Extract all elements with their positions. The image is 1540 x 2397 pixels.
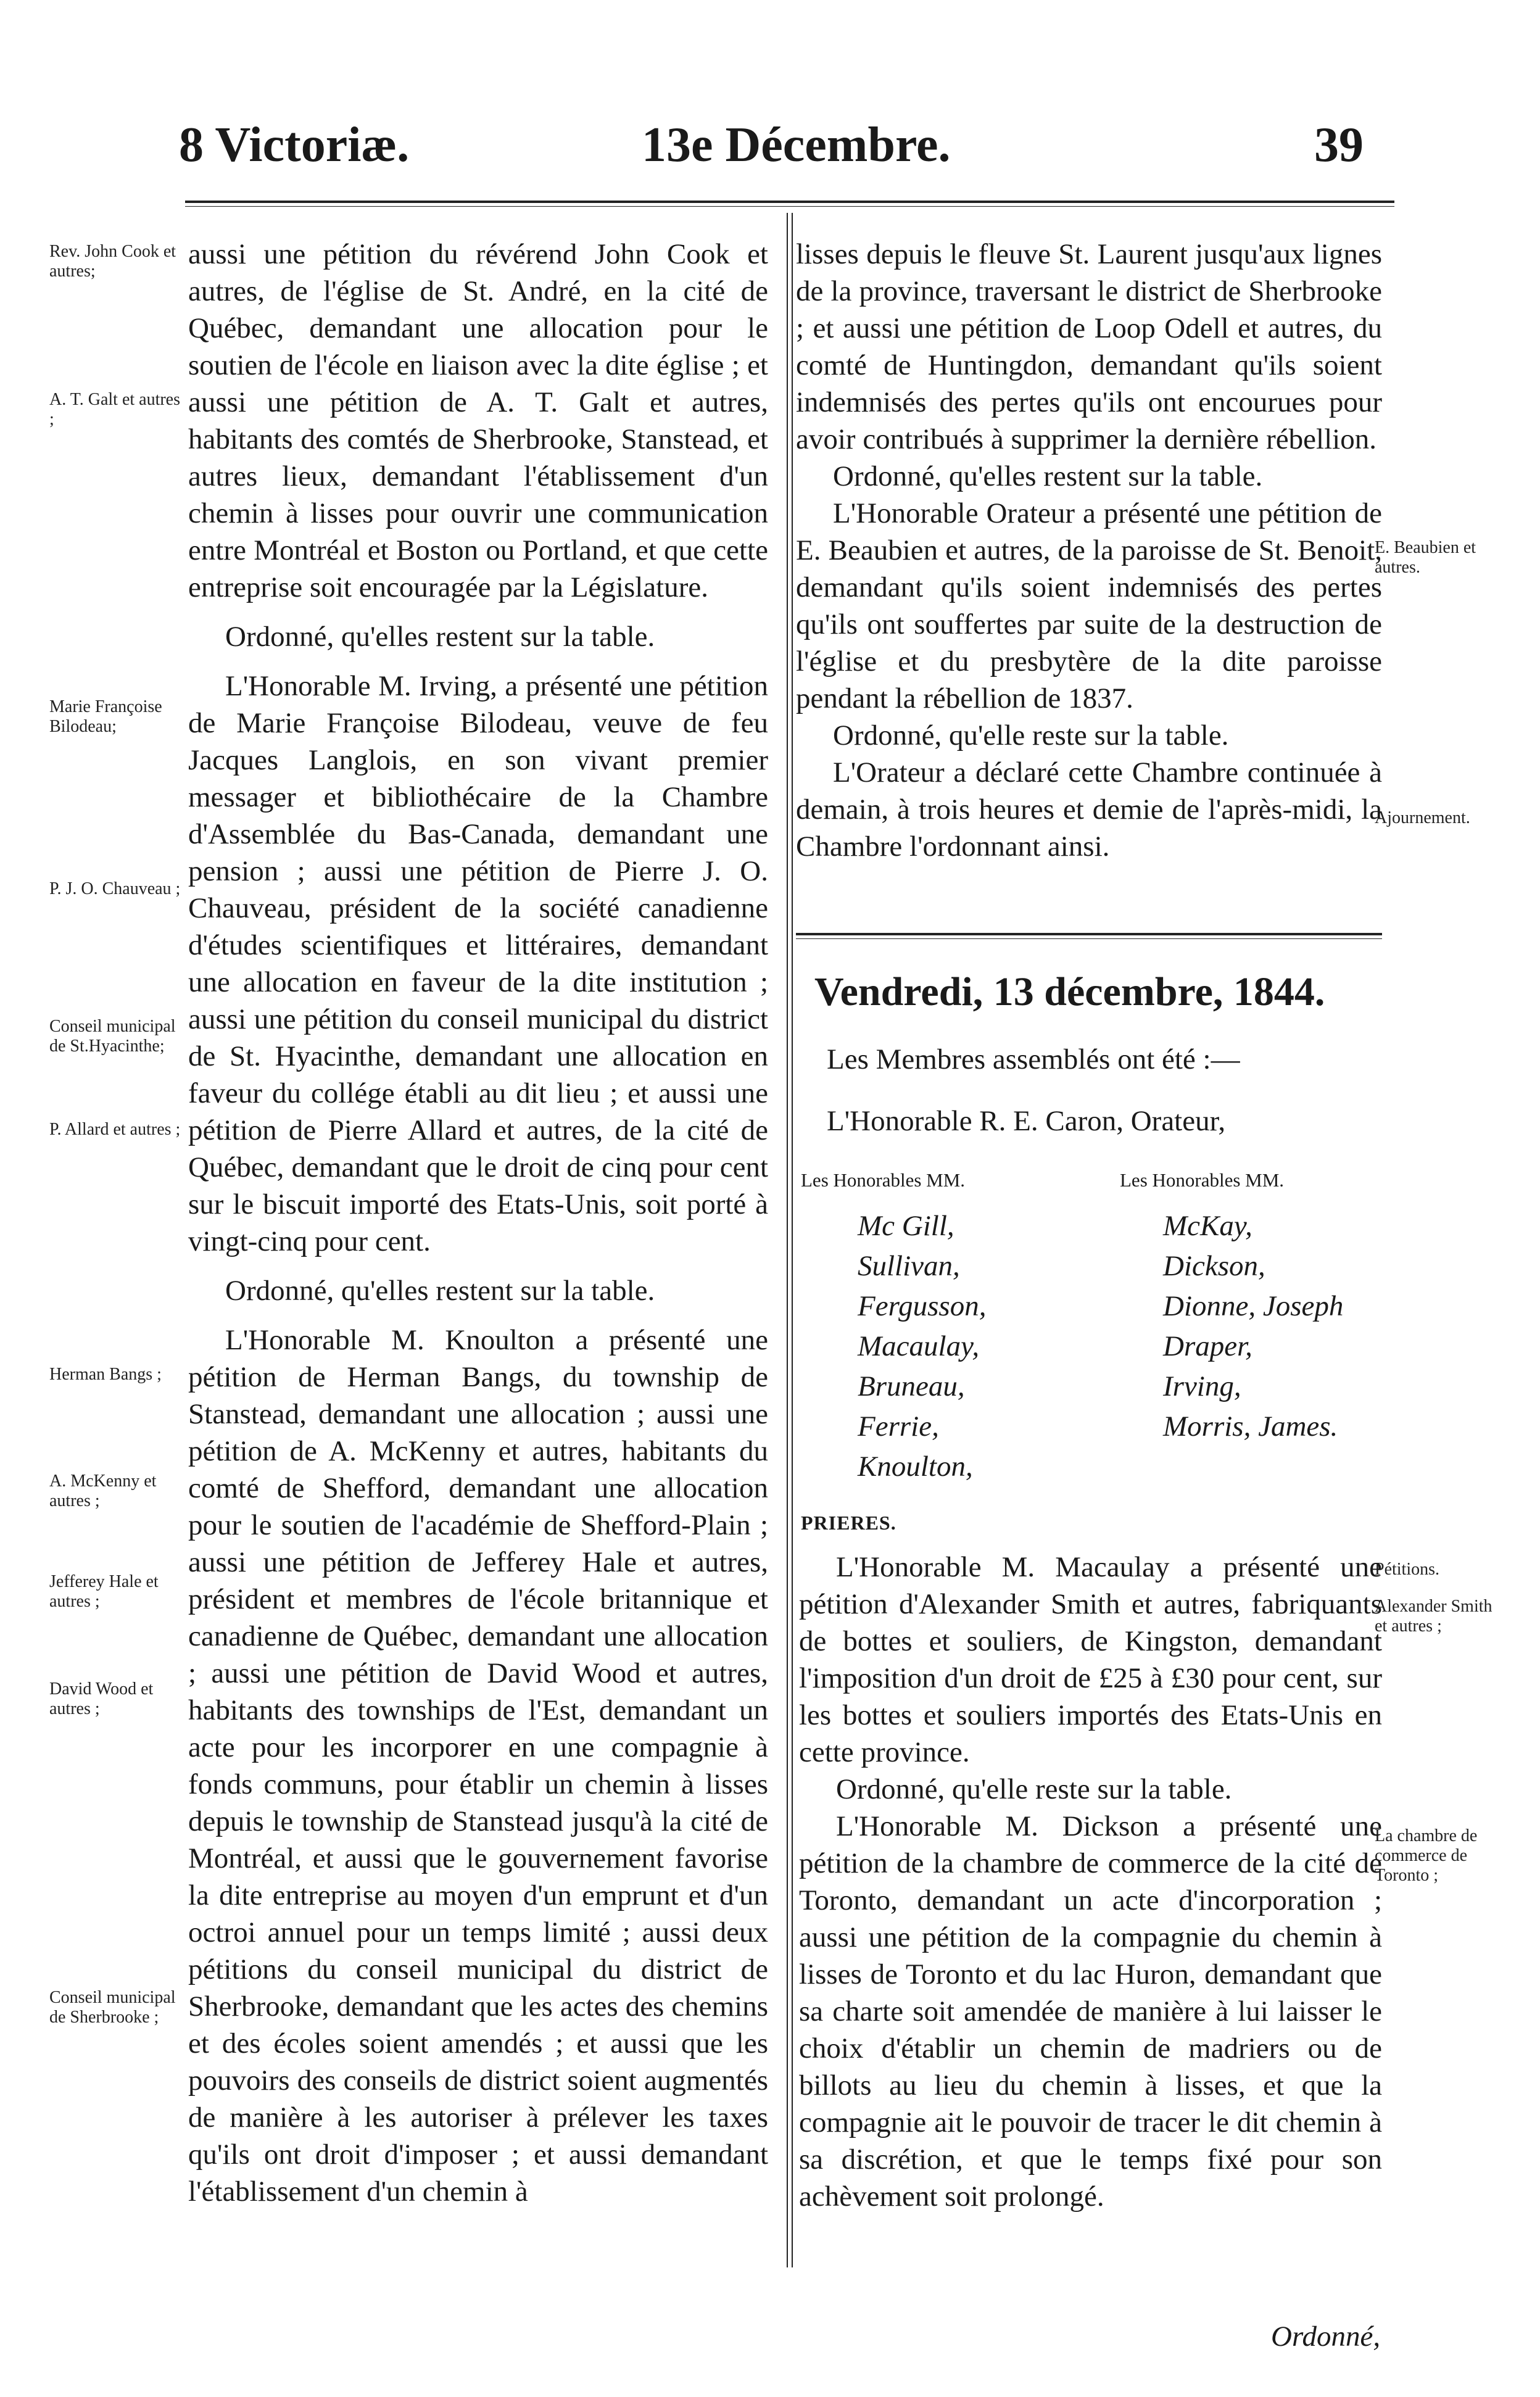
member-name: Bruneau,	[858, 1370, 965, 1402]
left-column	[188, 236, 768, 2210]
session-heading: Vendredi, 13 décembre, 1844.	[814, 969, 1325, 1014]
column-separator	[787, 213, 793, 2267]
member-name: Sullivan,	[858, 1250, 960, 1282]
paragraph: L'Honorable M. Knoulton a présenté une pétition de Herman Bangs, du township de Stanstead, demandant une allocation ; aussi une pétition de A. McKenny et autres, habitants du comté de Shefford, demandant une allocation pour le soutien de l'académie de Shefford-Plain ; aussi une pétition de Jefferey Hale et autres, président et membres de l'école britannique et canadienne de Québec, demandant une allocation ; aussi une pétition de David Wood et autres, habitants des townships de l'Est, demandant un acte pour les incorporer en une compagnie à fonds communs, pour établir un chemin à lisses depuis le township de Stanstead jusqu'à la cité de Montréal, et aussi que le gouvernement favorise la dite entreprise au moyen d'un emprunt et d'un octroi annuel pour un temps limité ; aussi deux pétitions du conseil municipal du district de Sherbrooke, demandant que les actes des chemins et des écoles soient amendés ; et aussi que les pouvoirs des conseils de district soient augmentés de manière à les autoriser à prélever les taxes qu'ils ont droit d'imposer ; et aussi demandant l'établissement d'un chemin à	[188, 1324, 768, 2208]
ordonne-line: Ordonné, qu'elles restent sur la table.	[225, 1275, 655, 1307]
members-intro: Les Membres assemblés ont été :—	[827, 1043, 1240, 1075]
header-rule-thin	[185, 206, 1394, 207]
member-name: Ferrie,	[858, 1410, 939, 1443]
paragraph: L'Honorable M. Macaulay a présenté une pétition d'Alexander Smith et autres, fabriquants de bottes et souliers, de Kingston, demandant l'imposition d'un droit de £25 à £30 pour cent, sur les bottes et souliers importés des Etats-Unis en cette province.	[799, 1551, 1382, 1768]
right-column	[796, 236, 1382, 865]
member-name: Morris, James.	[1163, 1410, 1338, 1443]
margin-note: Rev. John Cook et autres;	[49, 242, 176, 281]
speaker-line: L'Honorable R. E. Caron, Orateur,	[827, 1105, 1226, 1137]
section-rule-thin	[796, 938, 1382, 939]
member-name: Dionne, Joseph	[1163, 1290, 1344, 1322]
margin-note: Ajournement.	[1375, 808, 1470, 827]
members-column-heading: Les Honorables MM.	[1120, 1169, 1285, 1191]
margin-note: Conseil municipal de St.Hyacinthe;	[49, 1017, 176, 1056]
margin-note: Jefferey Hale et autres ;	[49, 1572, 159, 1611]
margin-note: Conseil municipal de Sherbrooke ;	[49, 1988, 176, 2027]
member-name: Fergusson,	[858, 1290, 987, 1322]
margin-note: Herman Bangs ;	[49, 1365, 162, 1384]
catchword: Ordonné,	[1271, 2320, 1381, 2353]
ordonne-line: Ordonné, qu'elle reste sur la table.	[836, 1773, 1232, 1805]
margin-note: Alexander Smith et autres ;	[1375, 1597, 1492, 1636]
paragraph: L'Honorable M. Dickson a présenté une pétition de la chambre de commerce de la cité de Toronto, demandant un acte d'incorporation ; aussi une pétition de la compagnie du chemin à lisses de Toronto et du lac Huron, demandant que sa charte soit amendée de manière à lui laisser le choix d'établir un chemin de madriers ou de billots au lieu du chemin à lisses, et que la compagnie ait le pouvoir de tracer le dit chemin à sa discrétion, et que le temps fixé pour son achèvement soit prolongé.	[799, 1810, 1382, 2213]
paragraph: L'Honorable M. Irving, a présenté une pétition de Marie Françoise Bilodeau, veuve de feu Jacques Langlois, en son vivant premier messager et bibliothécaire de la Chambre d'Assemblée du Bas-Canada, demandant une pension ; aussi une pétition de Pierre J. O. Chauveau, président de la société canadienne d'études scientifiques et littéraires, demandant une allocation en faveur de la dite institution ; aussi une pétition du conseil municipal du district de St. Hyacinthe, demandant une allocation en faveur du collége établi au dit lieu ; et aussi une pétition de Pierre Allard et autres, de la cité de Québec, demandant que le droit de cinq pour cent sur le biscuit importé des Etats-Unis, soit porté à vingt-cinq pour cent.	[188, 670, 768, 1257]
margin-note: David Wood et autres ;	[49, 1679, 154, 1718]
right-column-lower	[799, 1549, 1382, 2215]
members-column-heading: Les Honorables MM.	[801, 1169, 966, 1191]
header-date: 13e Décembre.	[642, 118, 951, 172]
page-number: 39	[1314, 118, 1364, 172]
page-header	[0, 111, 1540, 185]
margin-note: P. Allard et autres ;	[49, 1120, 181, 1139]
member-name: Draper,	[1163, 1330, 1252, 1362]
members-list-1	[858, 1206, 986, 1487]
paragraph: lisses depuis le fleuve St. Laurent jusqu'aux lignes de la province, traversant le district de Sherbrooke ; et aussi une pétition de Loop Odell et autres, du comté de Huntingdon, demandant qu'ils soient indemnisés des pertes qu'ils ont encourues pour avoir contribués à supprimer la dernière rébellion.	[796, 238, 1382, 455]
margin-note: Pétitions.	[1375, 1560, 1440, 1579]
prayers-heading: PRIERES.	[801, 1512, 896, 1534]
members-list-2	[1163, 1206, 1343, 1447]
member-name: Mc Gill,	[858, 1210, 954, 1242]
member-name: Dickson,	[1163, 1250, 1265, 1282]
ordonne-line: Ordonné, qu'elle reste sur la table.	[833, 719, 1229, 751]
paragraph: L'Honorable Orateur a présenté une pétition de E. Beaubien et autres, de la paroisse de St. Benoit, demandant qu'ils soient indemnisés des pertes qu'ils ont souffertes par suite de la destruction de l'église et du presbytère de la dite paroisse pendant la rébellion de 1837.	[796, 497, 1382, 714]
member-name: Macaulay,	[858, 1330, 980, 1362]
section-rule	[796, 933, 1382, 935]
ordonne-line: Ordonné, qu'elles restent sur la table.	[833, 460, 1263, 492]
paragraph: L'Orateur a déclaré cette Chambre continuée à demain, à trois heures et demie de l'après-midi, la Chambre l'ordonnant ainsi.	[796, 756, 1382, 863]
margin-note: A. McKenny et autres ;	[49, 1472, 157, 1510]
member-name: Irving,	[1163, 1370, 1241, 1402]
margin-note: Marie Françoise Bilodeau;	[49, 697, 162, 736]
ordonne-line: Ordonné, qu'elles restent sur la table.	[225, 621, 655, 653]
margin-note: E. Beaubien et autres.	[1375, 538, 1476, 577]
margin-note: La chambre de commerce de Toronto ;	[1375, 1826, 1478, 1885]
margin-note: A. T. Galt et autres ;	[49, 390, 181, 429]
header-rule	[185, 201, 1394, 203]
margin-note: P. J. O. Chauveau ;	[49, 879, 181, 898]
paragraph: aussi une pétition du révérend John Cook et autres, de l'église de St. André, en la cité de Québec, demandant une allocation pour le soutien de l'école en liaison avec la dite église ; et aussi une pétition de A. T. Galt et autres, habitants des comtés de Sherbrooke, Stanstead, et autres lieux, demandant l'établissement d'un chemin à lisses pour ouvrir une communication entre Montréal et Boston ou Portland, et que cette entreprise soit encouragée par la Législature.	[188, 238, 768, 603]
header-regnal-year: 8 Victoriæ.	[179, 118, 410, 172]
member-name: McKay,	[1163, 1210, 1252, 1242]
member-name: Knoulton,	[858, 1451, 973, 1483]
